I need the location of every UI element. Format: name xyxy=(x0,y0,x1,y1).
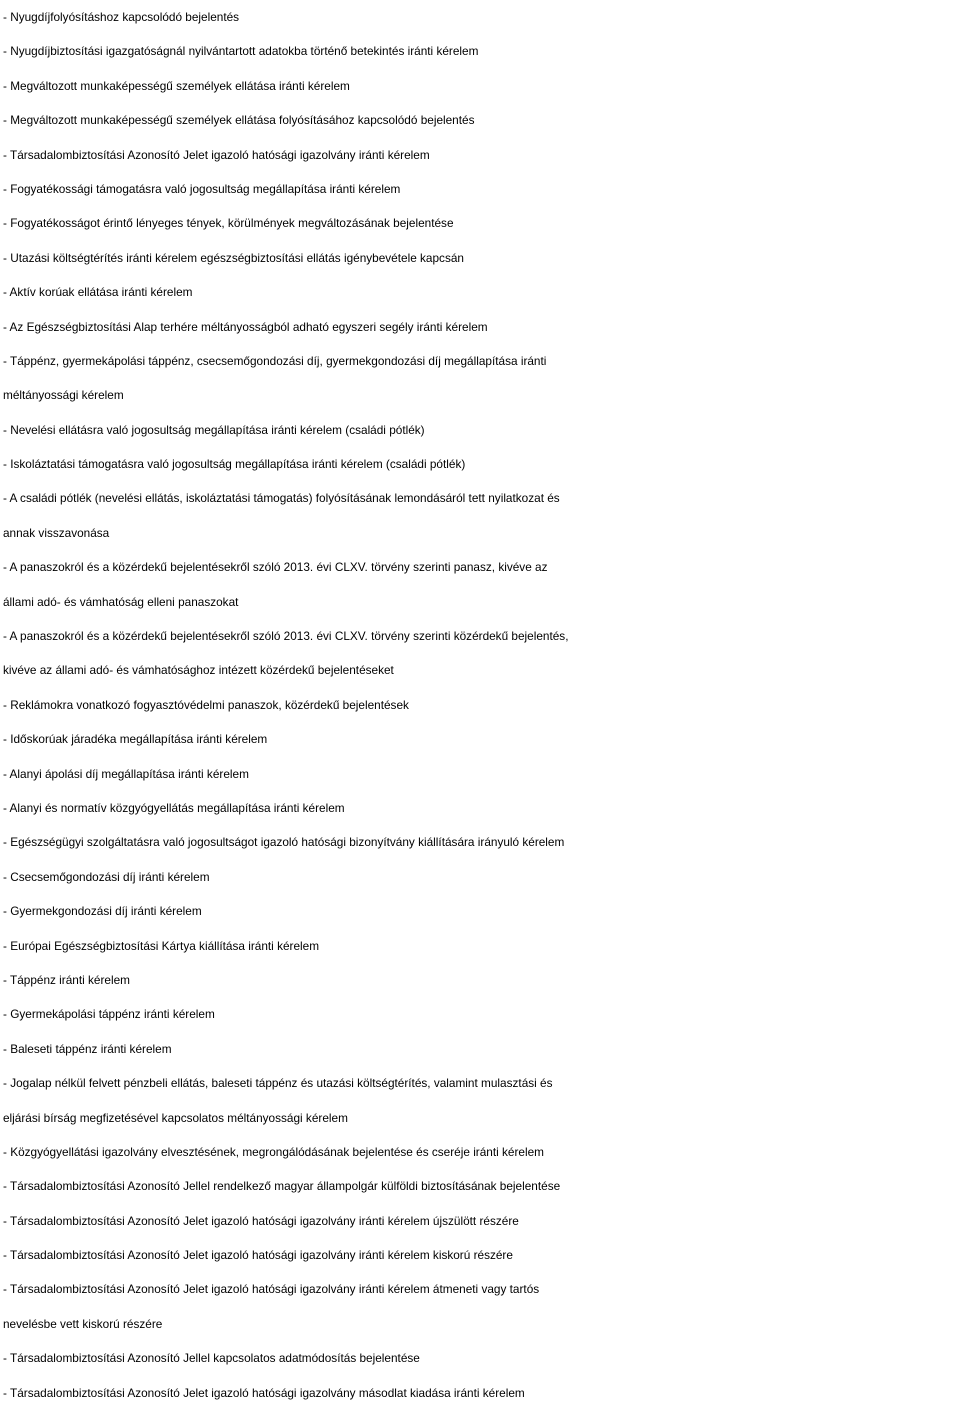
document-line: - Időskorúak járadéka megállapítása iránti kérelem xyxy=(3,732,268,747)
document-line: - Egészségügyi szolgáltatásra való jogosultságot igazoló hatósági bizonyítvány kiállítására irányuló kérelem xyxy=(3,835,565,850)
document-line: - Táppénz iránti kérelem xyxy=(3,972,130,987)
document-line: - Utazási költségtérítés iránti kérelem egészségbiztosítási ellátás igénybevétele kapcsán xyxy=(3,250,464,265)
document-line: - Gyermekgondozási díj iránti kérelem xyxy=(3,904,202,919)
document-line: - Megváltozott munkaképességű személyek ellátása iránti kérelem xyxy=(3,78,350,93)
document-line: - Fogyatékossági támogatásra való jogosultság megállapítása iránti kérelem xyxy=(3,181,401,196)
document-line: nevelésbe vett kiskorú részére xyxy=(3,1316,163,1331)
document-line: - Megváltozott munkaképességű személyek ellátása folyósításához kapcsolódó bejelentés xyxy=(3,113,475,128)
document-line: kivéve az állami adó- és vámhatósághoz intézett közérdekű bejelentéseket xyxy=(3,663,394,678)
document-line: - Társadalombiztosítási Azonosító Jelet igazoló hatósági igazolvány másodlat kiadása iránti kérelem xyxy=(3,1385,525,1400)
document-line: - Baleseti táppénz iránti kérelem xyxy=(3,1041,172,1056)
document-line: - Társadalombiztosítási Azonosító Jelet igazoló hatósági igazolvány iránti kérelem újszülött részére xyxy=(3,1213,519,1228)
document-line: - Alanyi és normatív közgyógyellátás megállapítása iránti kérelem xyxy=(3,800,345,815)
document-line: - Táppénz, gyermekápolási táppénz, csecsemőgondozási díj, gyermekgondozási díj megállapítása iránti xyxy=(3,353,547,368)
document-line: - Iskoláztatási támogatásra való jogosultság megállapítása iránti kérelem (családi pótlék) xyxy=(3,457,466,472)
document-line: - Az Egészségbiztosítási Alap terhére méltányosságból adható egyszeri segély iránti kérelem xyxy=(3,319,488,334)
document-line: - A panaszokról és a közérdekű bejelentésekről szóló 2013. évi CLXV. törvény szerinti közérdekű bejelentés, xyxy=(3,629,569,644)
document-text-list xyxy=(3,0,960,1410)
document-line: - Csecsemőgondozási díj iránti kérelem xyxy=(3,869,210,884)
document-line: - A családi pótlék (nevelési ellátás, iskoláztatási támogatás) folyósításának lemondásáról tett nyilatkozat és xyxy=(3,491,560,506)
document-line: - Nyugdíjfolyósításhoz kapcsolódó bejelentés xyxy=(3,10,240,24)
document-line: - Nevelési ellátásra való jogosultság megállapítása iránti kérelem (családi pótlék) xyxy=(3,422,425,437)
document-line: - Nyugdíjbiztosítási igazgatóságnál nyilvántartott adatokba történő betekintés iránti kérelem xyxy=(3,44,479,59)
document-line: - Reklámokra vonatkozó fogyasztóvédelmi panaszok, közérdekű bejelentések xyxy=(3,697,409,712)
document-line: - Alanyi ápolási díj megállapítása iránti kérelem xyxy=(3,766,249,781)
document-line: - Fogyatékosságot érintő lényeges tények, körülmények megváltozásának bejelentése xyxy=(3,216,454,231)
document-line: - A panaszokról és a közérdekű bejelentésekről szóló 2013. évi CLXV. törvény szerinti panasz, kivéve az xyxy=(3,560,548,575)
document-line: - Társadalombiztosítási Azonosító Jelet igazoló hatósági igazolvány iránti kérelem átmeneti vagy tartós xyxy=(3,1282,540,1297)
document-line: - Társadalombiztosítási Azonosító Jellel kapcsolatos adatmódosítás bejelentése xyxy=(3,1351,420,1366)
document-line: méltányossági kérelem xyxy=(3,388,124,403)
document-line: - Társadalombiztosítási Azonosító Jelet igazoló hatósági igazolvány iránti kérelem kiskorú részére xyxy=(3,1248,513,1263)
document-line: állami adó- és vámhatóság elleni panaszokat xyxy=(3,594,239,609)
document-line: - Gyermekápolási táppénz iránti kérelem xyxy=(3,1007,215,1022)
document-line: - Aktív korúak ellátása iránti kérelem xyxy=(3,285,193,300)
document-line: - Közgyógyellátási igazolvány elvesztésének, megrongálódásának bejelentése és cseréje iránti kérelem xyxy=(3,1144,544,1159)
document-line: eljárási bírság megfizetésével kapcsolatos méltányossági kérelem xyxy=(3,1110,348,1125)
document-line: - Társadalombiztosítási Azonosító Jelet igazoló hatósági igazolvány iránti kérelem xyxy=(3,147,430,162)
document-line: annak visszavonása xyxy=(3,525,110,540)
document-line: - Jogalap nélkül felvett pénzbeli ellátás, baleseti táppénz és utazási költségtérítés, valamint mulasztási és xyxy=(3,1076,553,1091)
document-line: - Társadalombiztosítási Azonosító Jellel rendelkező magyar állampolgár külföldi biztosításának bejelentése xyxy=(3,1179,561,1194)
document-line: - Európai Egészségbiztosítási Kártya kiállítása iránti kérelem xyxy=(3,938,320,953)
